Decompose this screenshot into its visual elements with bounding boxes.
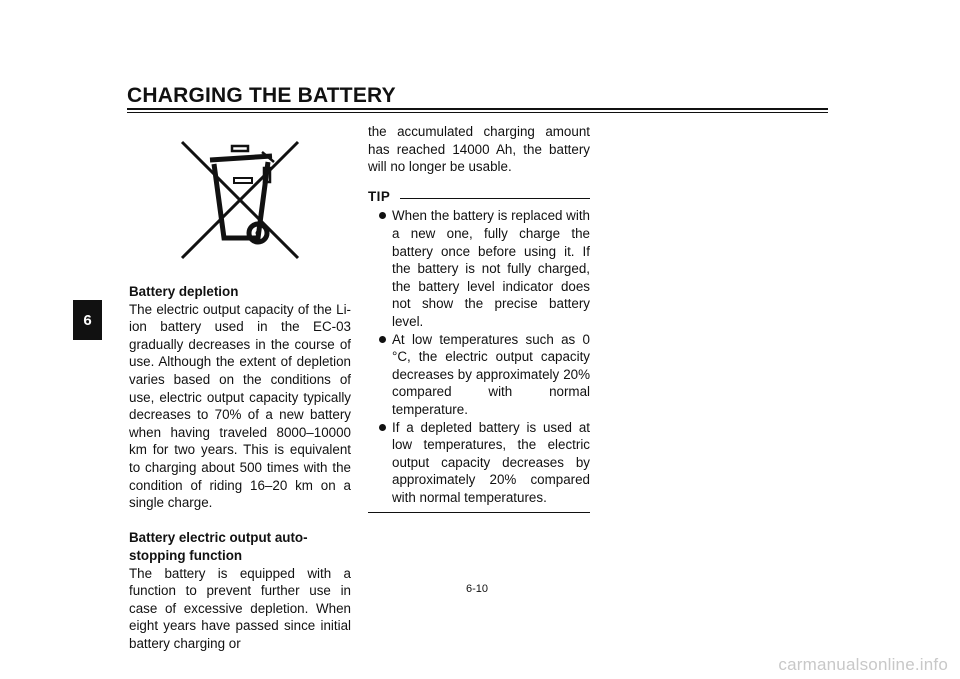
watermark: carmanualsonline.info [778,655,948,674]
battery-depletion-text: The electric output capacity of the Li-ion battery used in the EC-03 gradually decreases in the course of use. Although the extent of depletion varies based on the conditions of use, electric output capacity typically decreases to 70% of a new battery when having traveled 8000–10000 km for two years. This is equivalent to charging about 500 times with the condition of riding 16–20 km on a single charge. [129,301,351,511]
right-column [368,123,590,513]
tip-header [368,188,590,206]
tip-item [368,419,590,507]
page-number: 6-10 [466,583,489,595]
continued-text: the accumulated charging amount has reached 14000 Ah, the battery will no longer be usable. [368,124,590,175]
left-column [129,283,351,652]
tip-rule [400,198,590,199]
page-title: CHARGING THE BATTERY [127,84,396,107]
tip-bottom-rule [368,512,590,513]
tip-text: If a depleted battery is used at low temperatures, the electric output capacity decreases by approximately 20% compared with normal temperatures. [392,419,590,505]
section-heading-battery-depletion: Battery depletion [129,284,239,299]
tip-text: At low temperatures such as 0 °C, the electric output capacity decreases by approximately 20% compared with normal temperature. [392,331,590,417]
tip-label: TIP [368,188,391,204]
auto-stop-text: The battery is equipped with a function to prevent further use in case of excessive depletion. When eight years have passed since initial battery charging or [129,565,351,651]
section-heading-auto-stop: Battery electric output auto-stopping function [129,530,308,563]
bullet-icon [379,212,386,219]
chapter-tab: 6 [73,300,102,340]
tip-text: When the battery is replaced with a new one, fully charge the battery once before using it. If the battery is not fully charged, the battery level indicator does not show the precise battery level. [392,208,590,329]
bullet-icon [379,424,386,431]
tip-item [368,331,590,419]
title-rule-thin [127,112,828,113]
tip-list [368,207,590,506]
tip-item [368,207,590,330]
title-rule [127,108,828,110]
bullet-icon [379,336,386,343]
crossed-out-wheeled-bin-icon [178,138,302,262]
